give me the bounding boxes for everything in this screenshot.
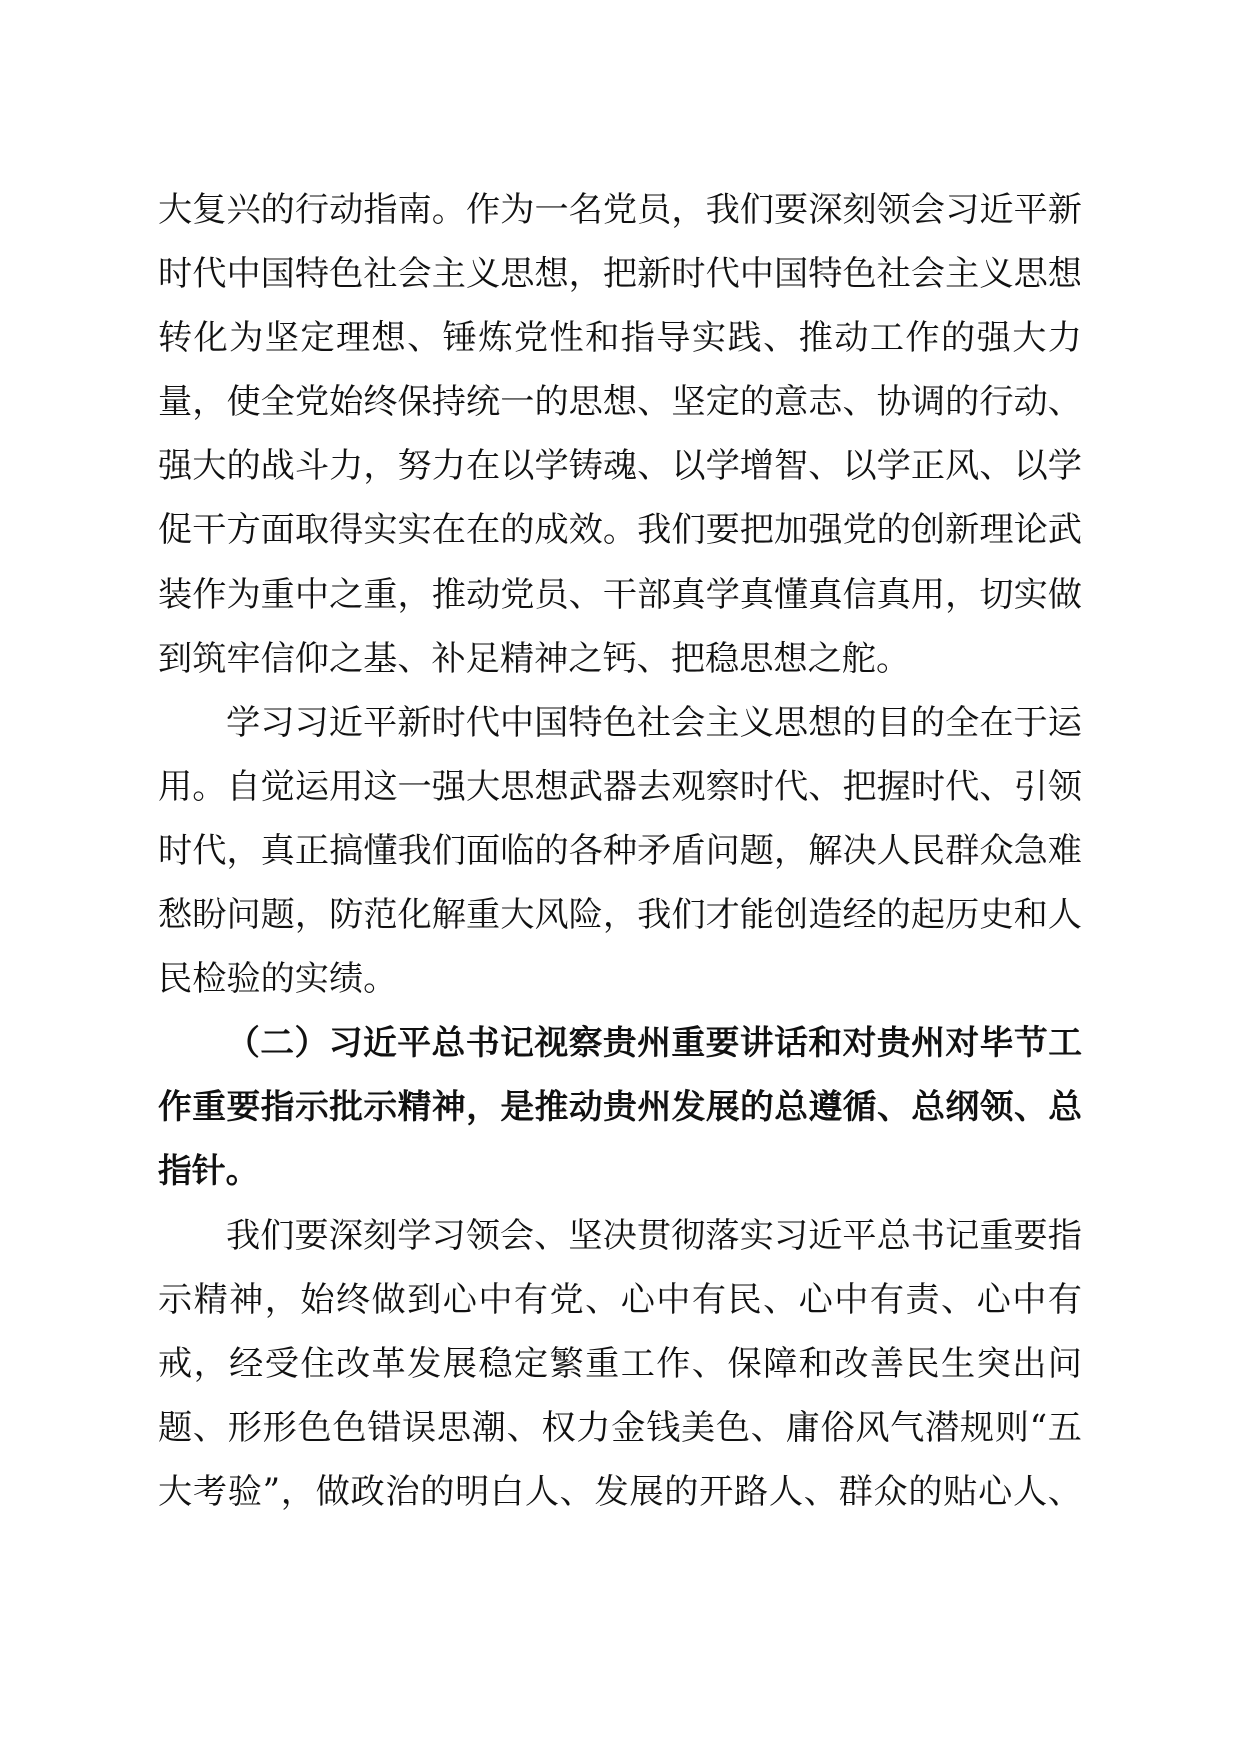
text-line: 大考验”，做政治的明白人、发展的开路人、群众的贴心人、 [158,1471,1082,1512]
text-line: 民检验的实绩。 [158,959,398,1000]
text-line: 促干方面取得实实在在的成效。我们要把加强党的创新理论武 [158,510,1082,551]
section-heading-2 [158,1011,1082,1203]
text-line: 量，使全党始终保持统一的思想、坚定的意志、协调的行动、 [158,382,1082,423]
text-line: 大复兴的行动指南。作为一名党员，我们要深刻领会习近平新 [158,190,1082,230]
heading-line: （二）习近平总书记视察贵州重要讲话和对贵州对毕节工 [226,1023,1082,1063]
paragraph-implementation [158,1204,1082,1524]
document-page [158,178,1082,1524]
text-line: 我们要深刻学习领会、坚决贯彻落实习近平总书记重要指 [226,1215,1082,1256]
paragraph-purpose-of-study [158,691,1082,1011]
paragraph-guiding-thought [158,178,1082,691]
text-line: 题、形形色色错误思潮、权力金钱美色、庸俗风气潜规则“五 [158,1407,1082,1448]
text-line: 转化为坚定理想、锤炼党性和指导实践、推动工作的强大力 [158,318,1082,359]
text-line: 时代，真正搞懂我们面临的各种矛盾问题，解决人民群众急难 [158,830,1082,871]
heading-line: 指针。 [158,1151,260,1191]
heading-line: 作重要指示批示精神，是推动贵州发展的总遵循、总纲领、总 [158,1087,1082,1127]
text-line: 示精神，始终做到心中有党、心中有民、心中有责、心中有 [158,1279,1082,1320]
text-line: 装作为重中之重，推动党员、干部真学真懂真信真用，切实做 [158,574,1082,615]
text-line: 愁盼问题，防范化解重大风险，我们才能创造经的起历史和人 [158,895,1082,936]
text-line: 戒，经受住改革发展稳定繁重工作、保障和改善民生突出问 [158,1343,1082,1384]
text-line: 用。自觉运用这一强大思想武器去观察时代、把握时代、引领 [158,766,1082,807]
text-line: 强大的战斗力，努力在以学铸魂、以学增智、以学正风、以学 [158,446,1082,487]
text-line: 学习习近平新时代中国特色社会主义思想的目的全在于运 [226,702,1082,743]
text-line: 时代中国特色社会主义思想，把新时代中国特色社会主义思想 [158,254,1082,295]
text-line: 到筑牢信仰之基、补足精神之钙、把稳思想之舵。 [158,638,911,679]
